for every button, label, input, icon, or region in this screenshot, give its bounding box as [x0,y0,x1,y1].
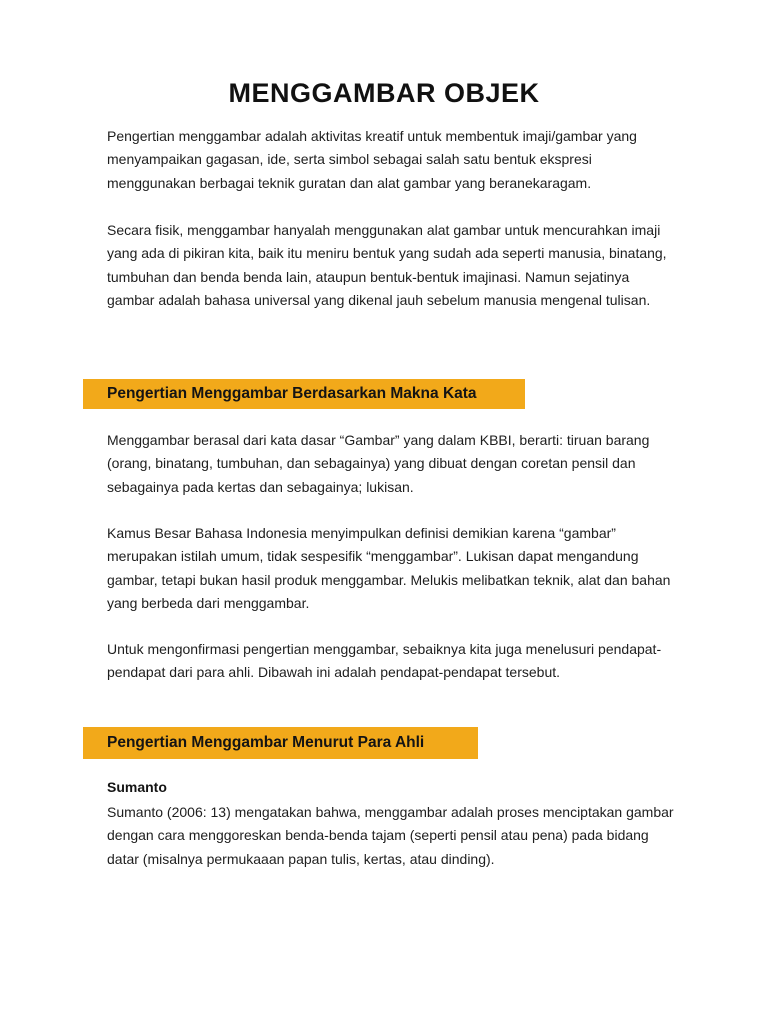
makna-kata-paragraph-1: Menggambar berasal dari kata dasar “Gambar” yang dalam KBBI, berarti: tiruan barang (orang, binatang, tumbuhan, dan sebagainya) yang dibuat dengan coretan pensil dan sebagainya pada kertas dan sebagainya; lukisan. [107,432,650,495]
page-title: MENGGAMBAR OBJEK [228,78,540,108]
section-heading-para-ahli [83,727,478,759]
expert-name: Sumanto [107,779,167,795]
section-heading-label: Pengertian Menggambar Berdasarkan Makna Kata [107,385,477,402]
expert-paragraph: Sumanto (2006: 13) mengatakan bahwa, menggambar adalah proses menciptakan gambar dengan cara menggoreskan benda-benda tajam (seperti pensil atau pena) pada bidang datar (misalnya permukaaan papan tulis, kertas, atau dinding). [107,804,674,867]
makna-kata-paragraph-3: Untuk mengonfirmasi pengertian menggambar, sebaiknya kita juga menelusuri pendapat-pendapat dari para ahli. Dibawah ini adalah pendapat-pendapat tersebut. [107,641,662,681]
makna-kata-paragraph-2: Kamus Besar Bahasa Indonesia menyimpulkan definisi demikian karena “gambar” merupakan istilah umum, tidak sespesifik “menggambar”. Lukisan dapat mengandung gambar, tetapi bukan hasil produk menggambar. Melukis melibatkan teknik, alat dan bahan yang berbeda dari menggambar. [107,525,671,611]
section-heading-label: Pengertian Menggambar Menurut Para Ahli [107,734,425,751]
section-heading-makna-kata [83,379,525,409]
intro-paragraph-1: Pengertian menggambar adalah aktivitas kreatif untuk membentuk imaji/gambar yang menyampaikan gagasan, ide, serta simbol sebagai salah satu bentuk ekspresi menggunakan berbagai teknik guratan dan alat gambar yang beranekaragam. [107,128,637,191]
intro-paragraph-2: Secara fisik, menggambar hanyalah menggunakan alat gambar untuk mencurahkan imaji yang ada di pikiran kita, baik itu meniru bentuk yang sudah ada seperti manusia, binatang, tumbuhan dan benda benda lain, ataupun bentuk-bentuk imajinasi. Namun sejatinya gambar adalah bahasa universal yang dikenal jauh sebelum manusia mengenal tulisan. [107,222,667,308]
